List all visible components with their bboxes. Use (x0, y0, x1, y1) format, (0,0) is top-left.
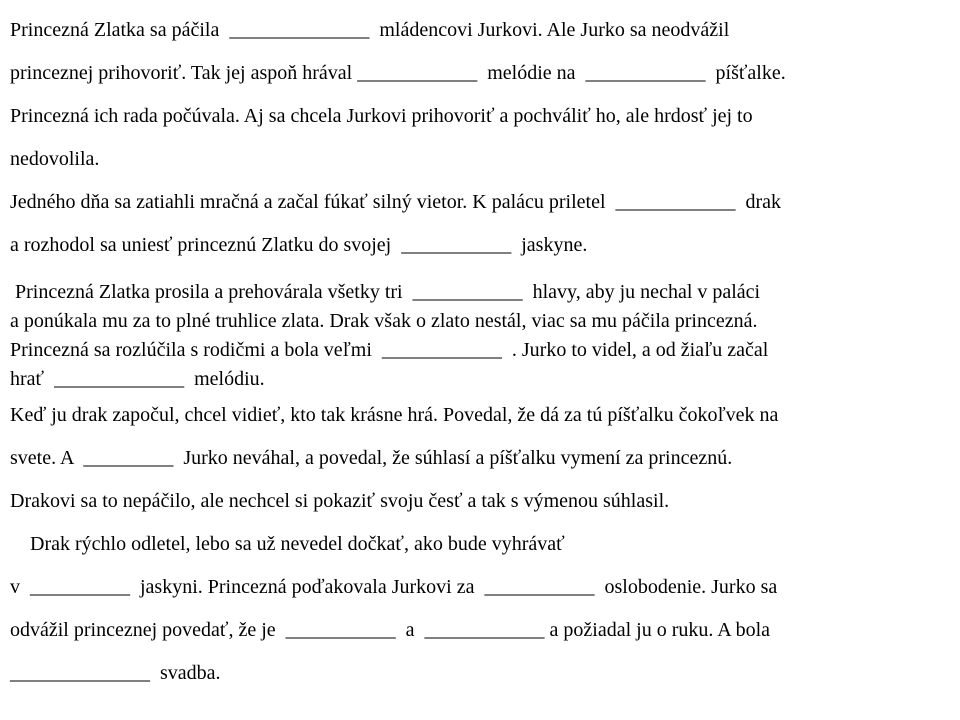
text-line-6: a rozhodol sa uniesť princeznú Zlatku do svojej ___________ jaskyne. (10, 234, 588, 256)
text-line-16: odvážil princeznej povedať, že je ___________ a ____________ a požiadal ju o ruku. A bola (10, 619, 771, 641)
text-line-8: a ponúkala mu za to plné truhlice zlata. Drak však o zlato nestál, viac sa mu páčila princezná. (10, 310, 758, 332)
text-line-4: nedovolila. (10, 148, 100, 170)
text-line-5: Jedného dňa sa zatiahli mračná a začal fúkať silný vietor. K palácu priletel ____________ drak (10, 191, 782, 213)
text-line-11: Keď ju drak započul, chcel vidieť, kto tak krásne hrá. Povedal, že dá za tú píšťalku čokoľvek na (10, 404, 779, 426)
text-line-7: Princezná Zlatka prosila a prehovárala všetky tri ___________ hlavy, aby ju nechal v paláci (10, 281, 761, 303)
text-line-13: Drakovi sa to nepáčilo, ale nechcel si pokaziť svoju česť a tak s výmenou súhlasil. (10, 490, 670, 512)
text-line-2: princeznej prihovoriť. Tak jej aspoň hrával ____________ melódie na ____________ píšťalke. (10, 62, 786, 84)
text-line-12: svete. A _________ Jurko neváhal, a povedal, že súhlasí a píšťalku vymení za princeznú. (10, 447, 733, 469)
text-line-1: Princezná Zlatka sa páčila ______________ mládencovi Jurkovi. Ale Jurko sa neodvážil (10, 19, 730, 41)
text-line-15: v __________ jaskyni. Princezná poďakovala Jurkovi za ___________ oslobodenie. Jurko sa (10, 576, 778, 598)
text-line-10: hrať _____________ melódiu. (10, 368, 265, 390)
text-line-3: Princezná ich rada počúvala. Aj sa chcela Jurkovi prihovoriť a pochváliť ho, ale hrdosť jej to (10, 105, 753, 127)
text-line-14: Drak rýchlo odletel, lebo sa už nevedel dočkať, ako bude vyhrávať (10, 533, 565, 555)
text-line-9: Princezná sa rozlúčila s rodičmi a bola veľmi ____________ . Jurko to videl, a od žiaľu začal (10, 339, 769, 361)
text-line-17: ______________ svadba. (10, 662, 221, 684)
